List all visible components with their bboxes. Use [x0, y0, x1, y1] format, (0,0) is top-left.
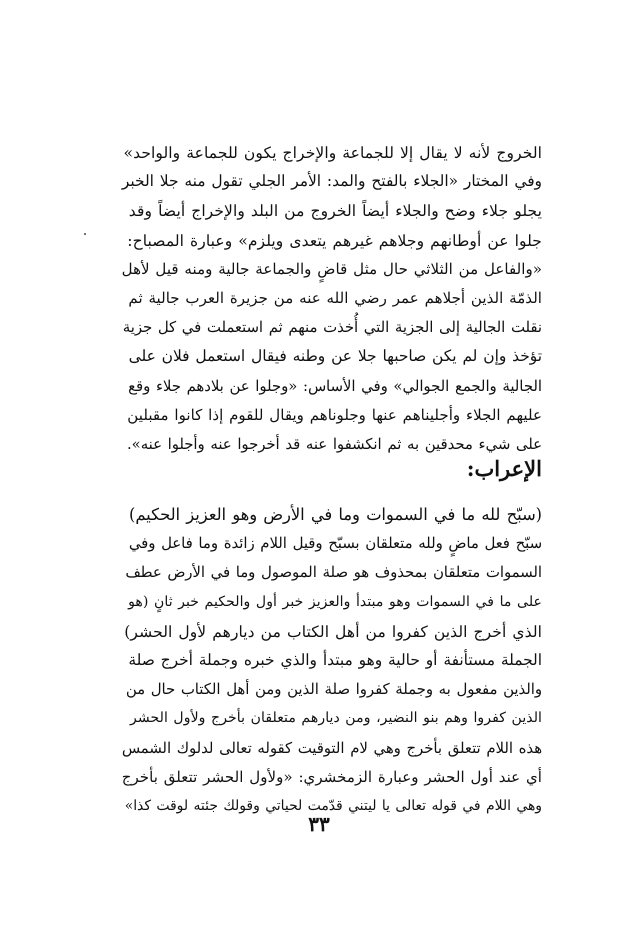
text-line: (سبّح لله ما في السموات وما في الأرض وهو العزيز الحكيم) [128, 505, 542, 524]
text-line: هذه اللام تتعلق بأخرج وهي لام التوقيت كقوله تعالى لدلوك الشمس [121, 739, 542, 757]
text-line: السموات متعلقان بمحذوف هو صلة الموصول وما في الأرض عطف [125, 564, 542, 582]
commentary-paragraph [122, 138, 542, 459]
text-line: الخروج لأنه لا يقال إلا للجماعة والإخراج يكون للجماعة والواحد» [123, 143, 542, 162]
margin-dot [84, 233, 86, 235]
page-number: ٣٣ [308, 812, 330, 836]
text-line: أي عند أول الحشر وعبارة الزمخشري: «ولأول الحشر تتعلق بأخرج [121, 767, 542, 786]
text-line: نقلت الجالية إلى الجزية التي أُخذت منهم ثم استعملت في كل جزية [122, 319, 542, 337]
text-line: عليهم الجلاء وأجليناهم عنها وجلوناهم ويقال للقوم إذا كانوا مقبلين [127, 405, 542, 424]
text-line: «والفاعل من الثلاثي حال مثل قاضٍ والجماعة جالية ومنه قيل لأهل [121, 259, 542, 278]
text-line: سبّح فعل ماضٍ ولله متعلقان بسبّح وقيل اللام زائدة وما فاعل وفي [128, 535, 542, 553]
parsing-paragraph [122, 500, 542, 821]
text-line: على شيء محدقين به ثم انكشفوا عنه قد أخرجوا عنه وأجلوا عنه». [126, 436, 542, 454]
text-line: وفي المختار «الجلاء بالفتح والمد: الأمر الجلي تقول منه جلا الخبر [121, 172, 542, 191]
text-line: الذين كفروا وهم بنو النضير، ومن ديارهم متعلقان بأخرج ولأول الحشر [130, 710, 542, 727]
text-line: تؤخذ وإن لم يكن صاحبها جلا عن وطنه فيقال استعمل فلان على [128, 347, 542, 366]
section-heading: الإعراب: [466, 456, 542, 481]
text-line: وهي اللام في قوله تعالى يا ليتني قدّمت لحياتي وقولك جئته لوقت كذا» [124, 798, 542, 815]
text-line: الذمّة الذين أجلاهم عمر رضي الله عنه من جزيرة العرب جالية ثم [128, 289, 542, 308]
text-line: على ما في السموات وهو مبتدأ والعزيز خبر أول والحكيم خبر ثانٍ (هو [128, 593, 542, 610]
text-line: جلوا عن أوطانهم وجلاهم غيرهم يتعدى ويلزم» وعبارة المصباح: [127, 230, 542, 250]
text-line: يجلو جلاء وضح والجلاء أيضاً الخروج من البلد والإخراج أيضاً وقد [128, 201, 542, 221]
text-line: والذين مفعول به وجملة كفروا صلة الذين ومن أهل الكتاب حال من [125, 681, 542, 699]
text-line: الجملة مستأنفة أو حالية وهو مبتدأ والذي خبره وجملة أخرج صلة [128, 651, 542, 670]
text-line: الذي أخرج الذين كفروا من أهل الكتاب من ديارهم لأول الحشر) [124, 621, 542, 641]
text-line: الجالية والجمع الجوالي» وفي الأساس: «وجلوا عن بلادهم جلاء وقع [128, 377, 542, 395]
